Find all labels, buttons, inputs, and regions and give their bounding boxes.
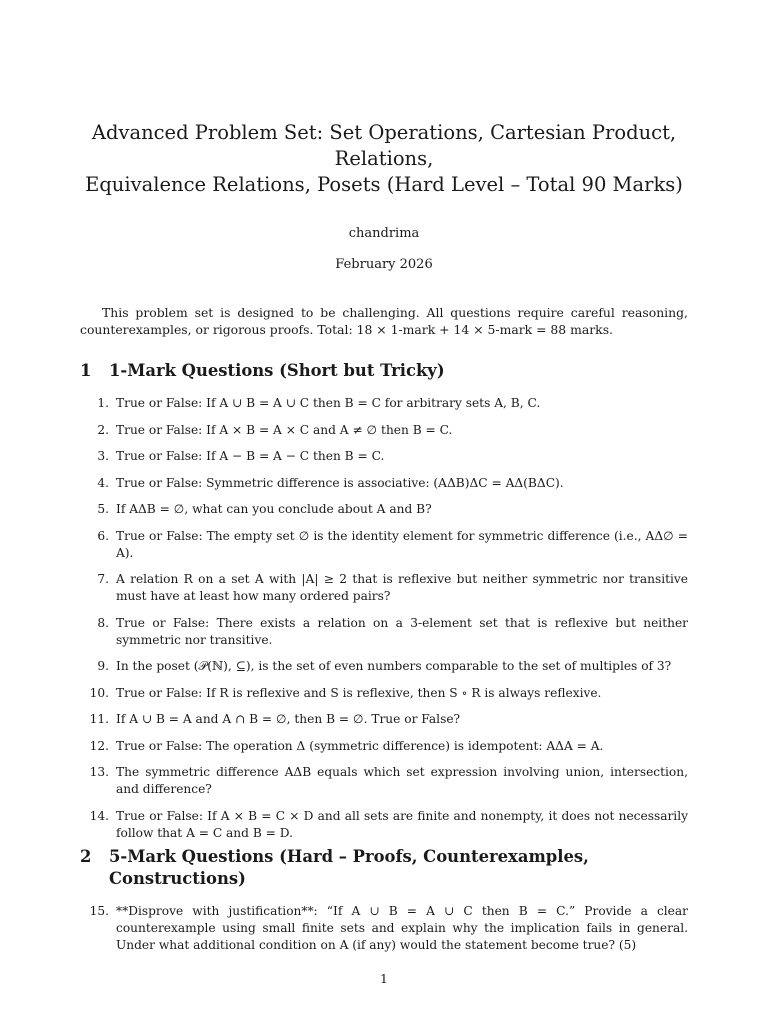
title-line-2: Relations,: [334, 147, 434, 170]
section-number: 1: [80, 361, 92, 380]
question-number: 4.: [97, 475, 109, 490]
question-number: 12.: [89, 738, 109, 753]
question-number: 5.: [97, 502, 109, 516]
question-list-5mark: [80, 903, 688, 954]
date: February 2026: [335, 257, 433, 272]
question-text: True or False: If R is reflexive and S is reflexive, then S ∘ R is always reflexive.: [116, 685, 602, 700]
question-number: 9.: [97, 659, 109, 673]
question-number: 13.: [89, 765, 109, 779]
question-number: 15.: [89, 904, 109, 918]
title-line-3: Equivalence Relations, Posets (Hard Level – Total 90 Marks): [85, 173, 683, 196]
question-text: In the poset (𝒫(ℕ), ⊆), is the set of even numbers comparable to the set of multiples of 3?: [116, 659, 672, 673]
section-heading-2: [80, 846, 688, 890]
question-text: True or False: The operation Δ (symmetric difference) is idempotent: AΔA = A.: [116, 738, 604, 753]
question-item: [80, 501, 688, 518]
section-number: 2: [80, 847, 92, 866]
question-item: [80, 658, 688, 675]
question-text: True or False: The empty set ∅ is the identity element for symmetric difference (i.e., AΔ∅ = A).: [116, 528, 688, 560]
question-item: [80, 738, 688, 755]
document-title: [60, 120, 708, 198]
question-number: 7.: [97, 572, 109, 586]
section-heading-1: [80, 360, 688, 382]
page-number: 1: [380, 971, 388, 986]
question-list-1mark: [80, 395, 688, 851]
section-title: 1-Mark Questions (Short but Tricky): [109, 361, 445, 380]
question-text: True or False: Symmetric difference is associative: (AΔB)ΔC = AΔ(BΔC).: [116, 475, 564, 490]
question-number: 14.: [89, 808, 109, 823]
question-number: 1.: [97, 396, 109, 410]
question-item: [80, 615, 688, 649]
question-text: True or False: If A ∪ B = A ∪ C then B = C for arbitrary sets A, B, C.: [116, 396, 541, 410]
question-text: If A ∪ B = A and A ∩ B = ∅, then B = ∅. True or False?: [116, 712, 461, 726]
question-item: [80, 571, 688, 605]
question-number: 10.: [89, 685, 109, 700]
question-item: [80, 528, 688, 562]
question-item: [80, 764, 688, 798]
question-text: True or False: If A × B = C × D and all sets are finite and nonempty, it does not necessarily follow that A = C and B = D.: [116, 808, 688, 840]
question-text: A relation R on a set A with |A| ≥ 2 that is reflexive but neither symmetric nor transitive must have at least how many ordered pairs?: [116, 572, 688, 603]
question-item: [80, 422, 688, 439]
author: chandrima: [348, 226, 420, 241]
question-item: [80, 395, 688, 412]
question-item: [80, 808, 688, 842]
intro-paragraph: This problem set is designed to be challenging. All questions require careful reasoning, counterexamples, or rigorous proofs. Total: 18 × 1-mark + 14 × 5-mark = 88 marks.: [80, 305, 688, 337]
section-title: 5-Mark Questions (Hard – Proofs, Counterexamples, Constructions): [109, 847, 589, 888]
title-line-1: Advanced Problem Set: Set Operations, Cartesian Product,: [91, 121, 677, 144]
question-item: [80, 475, 688, 492]
question-text: The symmetric difference AΔB equals which set expression involving union, intersection, and difference?: [116, 765, 688, 796]
question-item: [80, 685, 688, 702]
question-number: 3.: [97, 449, 109, 463]
question-text: True or False: There exists a relation on a 3-element set that is reflexive but neither symmetric nor transitive.: [116, 615, 688, 647]
question-text: **Disprove with justification**: “If A ∪ B = A ∪ C then B = C.” Provide a clear counterexample using small finite sets and explain why the implication fails in general. Under what additional condition on A (if any) would the statement become true? (5): [116, 904, 688, 952]
question-text: True or False: If A × B = A × C and A ≠ ∅ then B = C.: [116, 422, 453, 437]
question-number: 11.: [89, 712, 109, 726]
question-text: If AΔB = ∅, what can you conclude about A and B?: [116, 502, 432, 516]
question-item: [80, 448, 688, 465]
question-number: 6.: [97, 528, 109, 543]
question-item: [80, 903, 688, 954]
question-item: [80, 711, 688, 728]
question-text: True or False: If A − B = A − C then B = C.: [116, 449, 385, 463]
question-number: 2.: [97, 422, 109, 437]
question-number: 8.: [97, 615, 109, 630]
